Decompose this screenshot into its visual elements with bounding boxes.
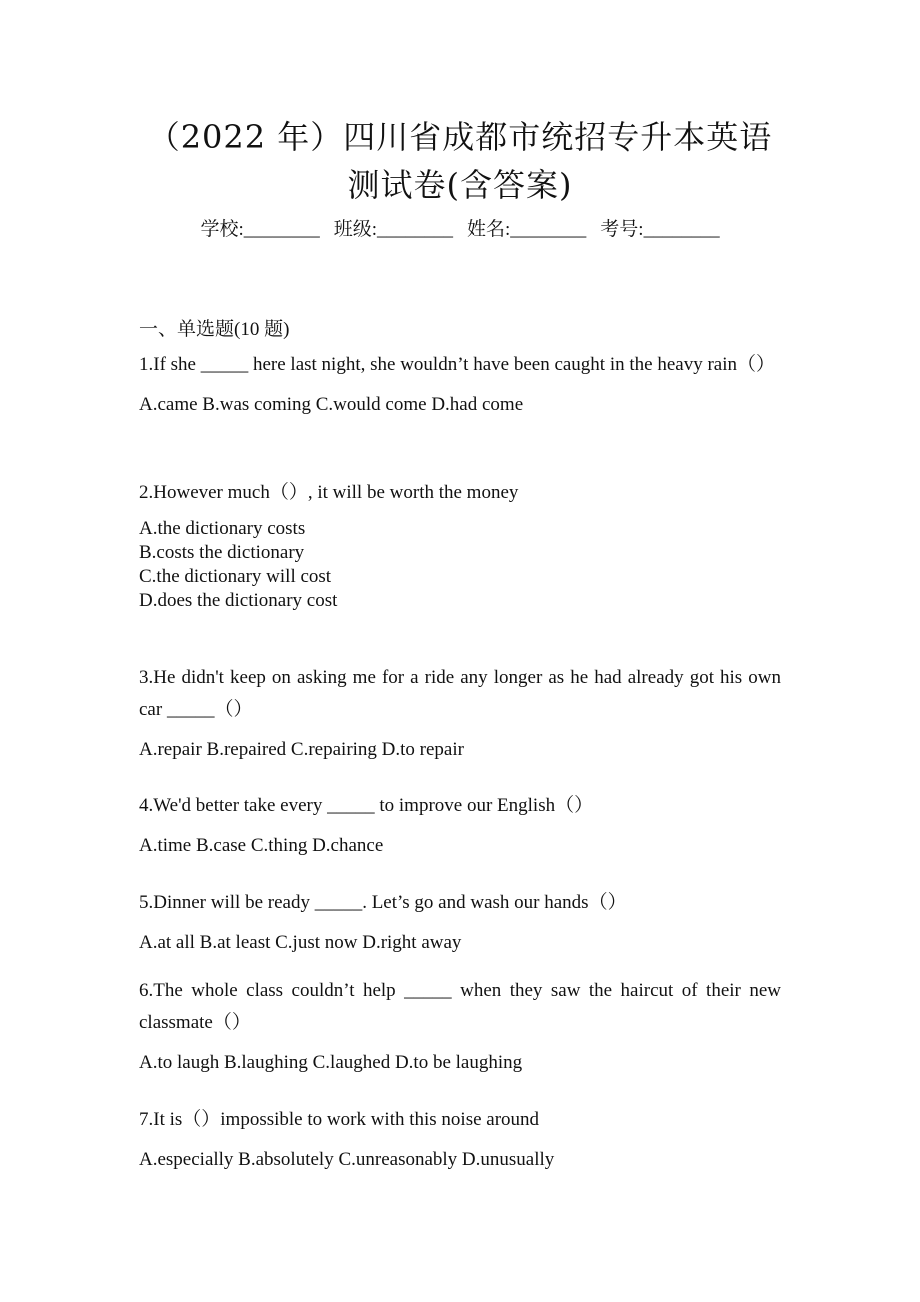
option-c: C.the dictionary will cost xyxy=(139,566,332,587)
student-info-row xyxy=(0,216,920,244)
question-stem: 6.The whole class couldn’t help _____ when they saw the haircut of their new classmate（） xyxy=(139,980,781,1033)
name-blank: ________ xyxy=(510,219,587,240)
name-field[interactable]: 姓名:________ xyxy=(467,219,587,240)
exam-number-blank: ________ xyxy=(643,219,720,240)
question-options: A.at all B.at least C.just now D.right away xyxy=(139,932,462,953)
option-d: D.does the dictionary cost xyxy=(139,590,338,611)
question-stem: 5.Dinner will be ready _____. Let’s go and wash our hands（） xyxy=(139,892,627,913)
question-options: A.came B.was coming C.would come D.had come xyxy=(139,394,524,415)
class-field[interactable]: 班级:________ xyxy=(333,219,453,240)
question-7 xyxy=(139,1104,781,1176)
question-options: A.to laugh B.laughing C.laughed D.to be laughing xyxy=(139,1052,523,1073)
question-5 xyxy=(139,887,781,959)
option-a: A.the dictionary costs xyxy=(139,518,306,539)
exam-title-line-2: 测试卷(含答案) xyxy=(347,166,573,204)
question-stem: 3.He didn't keep on asking me for a ride any longer as he had already got his own car _____（） xyxy=(139,667,781,720)
question-options: A.repair B.repaired C.repairing D.to repair xyxy=(139,739,464,760)
school-field[interactable]: 学校:________ xyxy=(200,219,320,240)
question-4 xyxy=(139,790,781,862)
option-b: B.costs the dictionary xyxy=(139,542,305,563)
question-2 xyxy=(139,477,781,613)
exam-title-line-1: （2022 年）四川省成都市统招专升本英语 xyxy=(147,118,773,156)
question-stem: 2.However much（）, it will be worth the money xyxy=(139,482,519,503)
question-stem: 4.We'd better take every _____ to improve our English（） xyxy=(139,795,594,816)
question-options: A.time B.case C.thing D.chance xyxy=(139,835,384,856)
section-title: 一、单选题(10 题) xyxy=(139,319,290,340)
question-options: A.especially B.absolutely C.unreasonably D.unusually xyxy=(139,1149,555,1170)
school-blank: ________ xyxy=(243,219,320,240)
question-stem: 1.If she _____ here last night, she wouldn’t have been caught in the heavy rain（） xyxy=(139,354,775,375)
class-blank: ________ xyxy=(377,219,453,240)
question-6 xyxy=(139,975,781,1079)
question-stem: 7.It is（）impossible to work with this noise around xyxy=(139,1109,540,1130)
question-1 xyxy=(139,349,781,421)
question-3 xyxy=(139,662,781,766)
exam-number-field[interactable]: 考号:________ xyxy=(600,219,720,240)
